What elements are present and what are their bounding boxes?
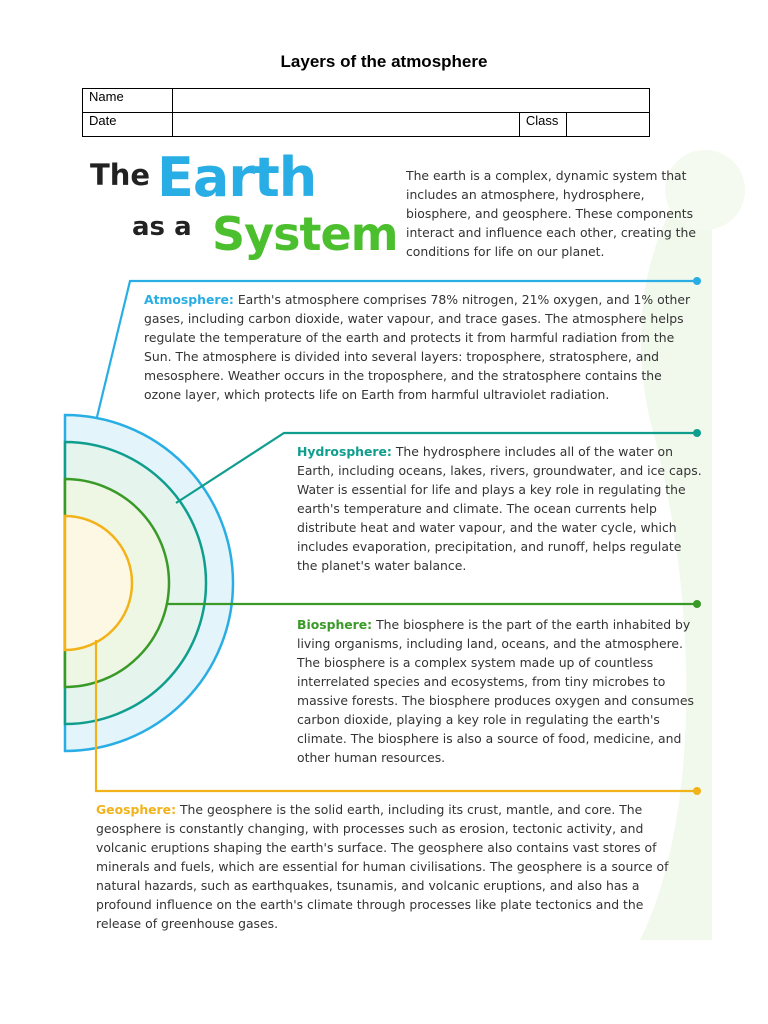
biosphere-section (297, 615, 703, 767)
atmosphere-dot (693, 277, 701, 285)
name-label: Name (83, 89, 173, 113)
atmosphere-text: Earth's atmosphere comprises 78% nitrogen, 21% oxygen, and 1% other gases, including carbon dioxide, water vapour, and trace gases. The atmosphere helps regulate the temperature of the earth and protects it from harmful radiation from the Sun. The atmosphere is divided into several layers: troposphere, stratosphere, and mesosphere. Weather occurs in the troposphere, and the stratosphere contains the ozone layer, which protects life on Earth from harmful ultraviolet radiation. (144, 292, 691, 402)
title-the: The (90, 158, 151, 192)
hydrosphere-dot (693, 429, 701, 437)
atmosphere-section (144, 290, 700, 404)
atmosphere-label: Atmosphere: (144, 292, 234, 307)
biosphere-dot (693, 600, 701, 608)
geosphere-label: Geosphere: (96, 802, 177, 817)
biosphere-text: The biosphere is the part of the earth inhabited by living organisms, including land, oceans, and the atmosphere. The biosphere is a complex system made up of countless interrelated species and ecosystems, from tiny microbes to massive forests. The biosphere produces oxygen and consumes carbon dioxide, playing a key role in regulating the earth's climate. The biosphere is also a source of food, medicine, and other human resources. (297, 617, 694, 765)
hydrosphere-label: Hydrosphere: (297, 444, 392, 459)
hydrosphere-section (297, 442, 703, 575)
hydrosphere-text: The hydrosphere includes all of the water on Earth, including oceans, lakes, rivers, groundwater, and ice caps. Water is essential for life and plays a key role in regulating the earth's temperature and climate. The ocean currents help distribute heat and water vapour, and the water cycle, which includes evaporation, precipitation, and runoff, helps regulate the planet's water balance. (297, 444, 702, 573)
title-as-a: as a (132, 212, 192, 242)
biosphere-label: Biosphere: (297, 617, 373, 632)
intro-text: The earth is a complex, dynamic system that includes an atmosphere, hydrosphere, biosphere, and geosphere. These components interact and influence each other, creating the conditions for life on our planet. (406, 168, 696, 259)
geosphere-section (96, 800, 686, 933)
page-title: Layers of the atmosphere (280, 52, 488, 71)
class-label: Class (519, 113, 566, 137)
geosphere-dot (693, 787, 701, 795)
earth-layers (65, 415, 233, 751)
title-system: System (212, 207, 398, 261)
geosphere-text: The geosphere is the solid earth, including its crust, mantle, and core. The geosphere is constantly changing, with processes such as erosion, tectonic activity, and volcanic eruptions shaping the earth's surface. The geosphere also contains vast stores of minerals and fuels, which are essential for human civilisations. The geosphere is a source of natural hazards, such as earthquakes, tsunamis, and volcanic eruptions, and also has a profound influence on the earth's climate through processes like plate tectonics and the release of greenhouse gases. (96, 802, 669, 931)
date-label: Date (83, 113, 173, 137)
title-earth: Earth (157, 146, 317, 209)
